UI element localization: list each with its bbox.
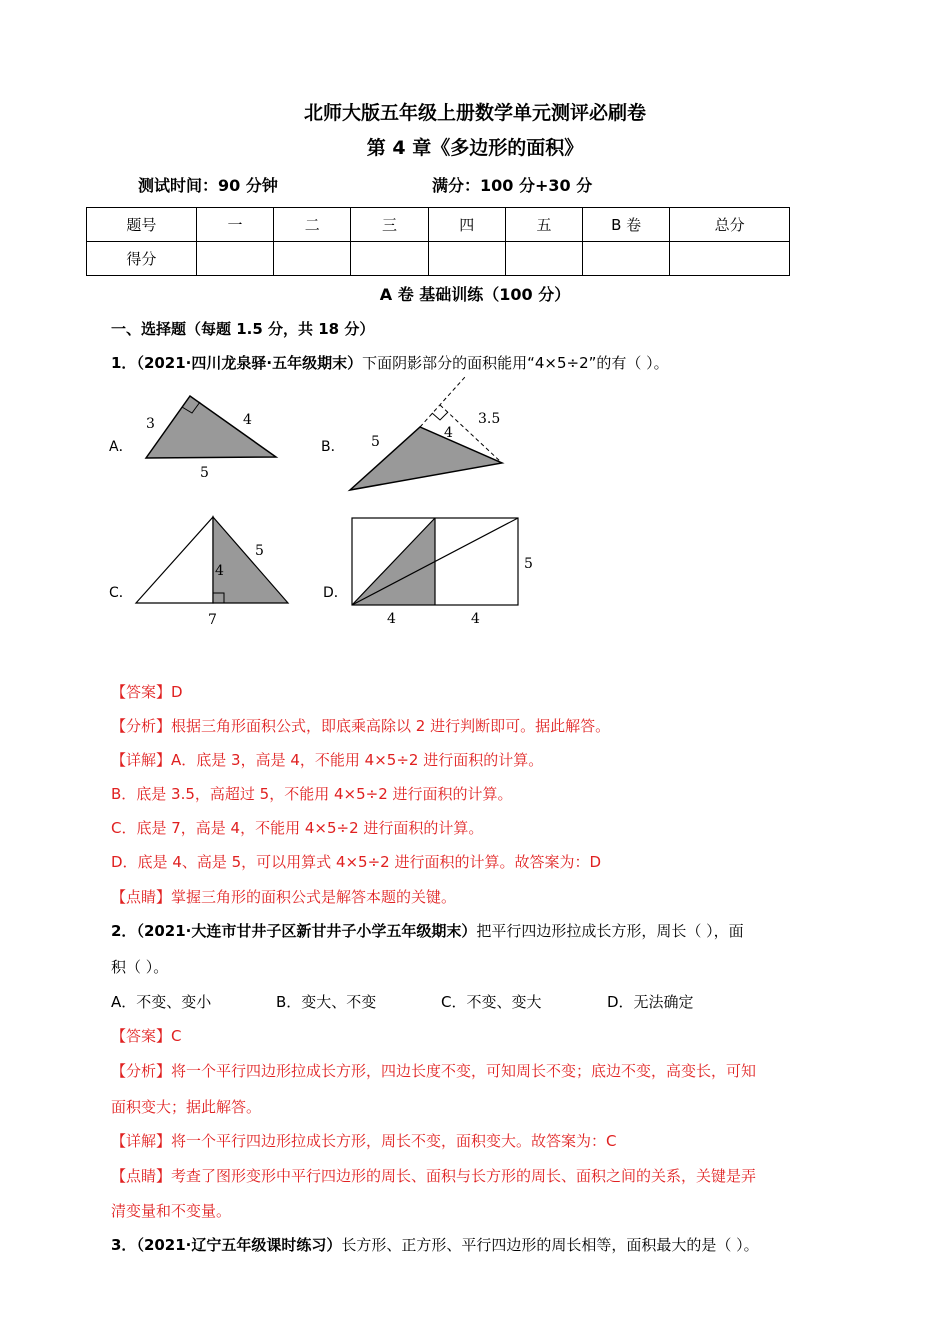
score-table-header-row	[87, 208, 790, 242]
question-3	[111, 1234, 759, 1255]
answer-text: C	[171, 1027, 182, 1045]
answer-tag: 【答案】	[111, 683, 172, 701]
dashed-extension	[420, 377, 465, 427]
q1-analysis	[111, 715, 610, 736]
answer-tag: 【答案】	[111, 1027, 172, 1045]
table-row-label: 得分	[87, 242, 197, 276]
question-text: 下面阴影部分的面积能用“4×5÷2”的有（ ）。	[362, 354, 669, 372]
q1-point	[111, 886, 456, 907]
q2-answer	[111, 1025, 182, 1046]
side-label: 5	[371, 434, 380, 450]
figure-a	[130, 390, 290, 490]
side-label: 5	[255, 543, 264, 559]
point-tag: 【点睛】	[111, 1167, 172, 1185]
score-cell[interactable]	[428, 242, 505, 276]
answer-text: D	[171, 683, 183, 701]
q1-detail-b: B．底是 3.5，高超过 5，不能用 4×5÷2 进行面积的计算。	[111, 785, 513, 803]
question-text: 长方形、正方形、平行四边形的周长相等，面积最大的是（ ）。	[341, 1236, 759, 1254]
q2-detail	[111, 1130, 617, 1151]
q2-option-d: D．无法确定	[607, 993, 694, 1011]
score-cell[interactable]	[670, 242, 790, 276]
q2-option-c: C．不变、变大	[441, 993, 542, 1011]
question-source: （2021·四川龙泉驿·五年级期末）	[136, 354, 363, 372]
q2-analysis-cont: 面积变大；据此解答。	[111, 1098, 262, 1116]
question-source: （2021·辽宁五年级课时练习）	[136, 1236, 342, 1254]
analysis-text: 根据三角形面积公式，即底乘高除以 2 进行判断即可。据此解答。	[171, 717, 611, 735]
figure-c	[130, 510, 300, 630]
part1-heading: 一、选择题（每题 1.5 分，共 18 分）	[111, 320, 375, 338]
figure-d	[345, 512, 545, 632]
table-header-cell: 二	[274, 208, 351, 242]
table-header-cell: 五	[505, 208, 582, 242]
section-a-heading: A 卷 基础训练（100 分）	[379, 285, 571, 304]
right-angle-mark	[432, 412, 448, 420]
full-score: 满分：100 分+30 分	[432, 176, 593, 195]
side-label: 4	[387, 611, 396, 627]
table-header-cell: 一	[196, 208, 273, 242]
q2-point	[111, 1165, 756, 1186]
q1-detail-d: D．底是 4、高是 5，可以用算式 4×5÷2 进行面积的计算。故答案为：D	[111, 853, 602, 871]
chapter-title: 第 4 章《多边形的面积》	[366, 137, 584, 159]
score-cell[interactable]	[583, 242, 670, 276]
score-table	[86, 207, 790, 276]
table-header-cell: 总分	[670, 208, 790, 242]
option-b-label: B．	[321, 439, 345, 455]
analysis-tag: 【分析】	[111, 1062, 172, 1080]
q2-option-a: A．不变、变小	[111, 993, 212, 1011]
side-label: 4	[243, 412, 252, 428]
q2-analysis	[111, 1060, 756, 1081]
question-source: （2021·大连市甘井子区新甘井子小学五年级期末）	[136, 922, 477, 940]
detail-text: A．底是 3，高是 4，不能用 4×5÷2 进行面积的计算。	[171, 751, 544, 769]
side-label: 4	[471, 611, 480, 627]
option-a-label: A．	[109, 439, 133, 455]
score-table-score-row	[87, 242, 790, 276]
shaded-triangle	[146, 396, 276, 458]
detail-text: 将一个平行四边形拉成长方形，周长不变，面积变大。故答案为：C	[171, 1132, 617, 1150]
question-1	[111, 352, 669, 373]
side-label: 5	[524, 556, 533, 572]
side-label: 4	[444, 425, 453, 441]
question-2-cont: 积（ ）。	[111, 958, 169, 976]
figure-b	[340, 375, 520, 500]
analysis-tag: 【分析】	[111, 717, 172, 735]
question-text: 把平行四边形拉成长方形，周长（ ），面	[476, 922, 744, 940]
score-cell[interactable]	[196, 242, 273, 276]
question-number: 3．	[111, 1236, 137, 1254]
question-2	[111, 920, 744, 941]
score-cell[interactable]	[274, 242, 351, 276]
table-header-cell: 三	[351, 208, 428, 242]
detail-tag: 【详解】	[111, 1132, 172, 1150]
score-cell[interactable]	[351, 242, 428, 276]
side-label: 5	[200, 465, 209, 481]
question-number: 1．	[111, 354, 137, 372]
side-label: 3.5	[478, 411, 501, 427]
analysis-text: 将一个平行四边形拉成长方形，四边长度不变，可知周长不变；底边不变，高变长，可知	[171, 1062, 757, 1080]
unshaded-triangle	[136, 517, 213, 603]
test-time: 测试时间：90 分钟	[138, 176, 278, 195]
point-tag: 【点睛】	[111, 888, 172, 906]
table-header-cell: B 卷	[583, 208, 670, 242]
option-d-label: D．	[323, 585, 348, 601]
question-number: 2．	[111, 922, 137, 940]
shaded-triangle	[213, 517, 288, 603]
q1-detail-c: C．底是 7，高是 4，不能用 4×5÷2 进行面积的计算。	[111, 819, 484, 837]
table-header-cell: 四	[428, 208, 505, 242]
q1-detail	[111, 749, 543, 770]
side-label: 7	[208, 612, 217, 628]
option-c-label: C．	[109, 585, 133, 601]
side-label: 4	[215, 563, 224, 579]
q2-point-cont: 清变量和不变量。	[111, 1202, 232, 1220]
point-text: 考查了图形变形中平行四边形的周长、面积与长方形的周长、面积之间的关系，关键是弄	[171, 1167, 757, 1185]
table-header-cell: 题号	[87, 208, 197, 242]
doc-title: 北师大版五年级上册数学单元测评必刷卷	[303, 102, 646, 124]
side-label: 3	[146, 416, 155, 432]
detail-tag: 【详解】	[111, 751, 172, 769]
q1-answer	[111, 681, 183, 702]
score-cell[interactable]	[505, 242, 582, 276]
point-text: 掌握三角形的面积公式是解答本题的关键。	[171, 888, 457, 906]
q2-option-b: B．变大、不变	[276, 993, 377, 1011]
